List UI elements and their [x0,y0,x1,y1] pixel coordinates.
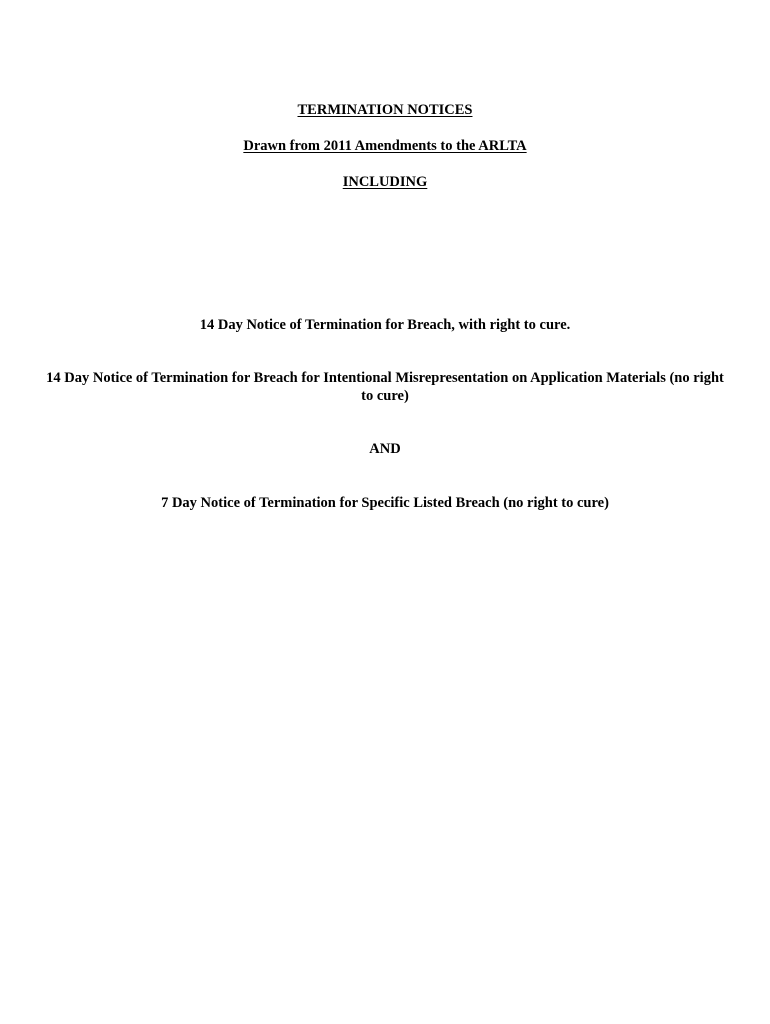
notice-item-2: 14 Day Notice of Termination for Breach for Intentional Misrepresentation on Application Materials (no right to cure) [46,370,724,404]
notice-item-3: 7 Day Notice of Termination for Specific Listed Breach (no right to cure) [161,495,609,511]
document-title: TERMINATION NOTICES [297,102,473,118]
and-separator: AND [369,441,401,457]
including-heading: INCLUDING [342,174,428,190]
document-subtitle: Drawn from 2011 Amendments to the ARLTA [243,138,527,154]
notice-item-1: 14 Day Notice of Termination for Breach, with right to cure. [199,317,571,333]
